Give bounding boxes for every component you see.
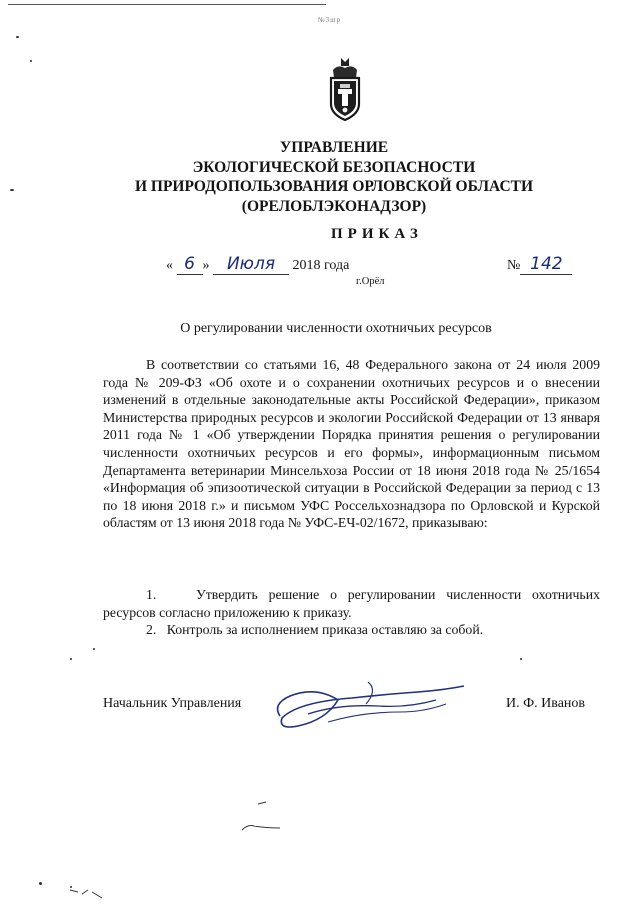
signatory-role: Начальник Управления xyxy=(103,696,242,711)
list-item xyxy=(146,622,483,638)
number-field xyxy=(520,256,572,275)
agency-heading xyxy=(0,138,640,216)
pen-mark xyxy=(236,798,296,838)
item-number: 2. xyxy=(146,622,157,637)
date-month-field xyxy=(213,256,289,275)
date-day: 6 xyxy=(184,254,195,274)
scan-speck xyxy=(520,658,522,660)
item-text: Контроль за исполнением приказа оставляю за собой. xyxy=(166,622,484,637)
number-value: 142 xyxy=(530,254,563,274)
scan-speck xyxy=(70,658,72,660)
top-rule xyxy=(8,4,326,5)
scan-speck xyxy=(93,648,95,650)
item-number: 1. xyxy=(146,587,157,602)
crest-icon xyxy=(326,56,364,122)
scan-speck xyxy=(16,36,19,38)
agency-line: (ОРЕЛОБЛЭКОНАДЗОР) xyxy=(241,197,427,215)
agency-line: УПРАВЛЕНИЕ xyxy=(279,139,389,156)
signatory-name: И. Ф. Иванов xyxy=(506,696,586,711)
date-month: Июля xyxy=(226,254,276,274)
document-type: ПРИКАЗ xyxy=(331,226,423,242)
body-paragraph: В соответствии со статьями 16, 48 Федерального закона от 24 июля 2009 года № 209-ФЗ «Об охоте и о сохранении охотничьих ресурсов и о внесении изменений в отдельные законодательные акты Российской Федерации», приказом Министерства природных ресурсов и экологии Российской Федерации от 13 января 2011 года № 1 «Об утверждении Порядка принятия решения о регулировании численности охотничьих ресурсов и его формы», информационным письмом Департамента ветеринарии Минсельхоза России от 18 июня 2018 года № 25/1654 «Информация об эпизоотической ситуации в Российской Федерации за период с 13 по 18 июня 2018 г.» и письмом УФС Россельхознадзора по Орловской и Курской областям от 13 июня 2018 года № УФС-ЕЧ-02/1672, приказываю: xyxy=(103,357,600,531)
list-item xyxy=(103,586,600,621)
order-subject: О регулировании численности охотничьих ресурсов xyxy=(180,321,492,336)
item-text: Утвердить решение о регулировании численности охотничьих ресурсов согласно приложению к приказу. xyxy=(103,587,600,620)
order-body xyxy=(103,356,600,532)
date-close-quote: » xyxy=(202,258,210,273)
handwritten-signature xyxy=(268,674,468,734)
order-number xyxy=(507,256,572,275)
date-day-field xyxy=(177,256,203,275)
top-mark: №3шр xyxy=(318,16,342,24)
agency-line: И ПРИРОДОПОЛЬЗОВАНИЯ ОРЛОВСКОЙ ОБЛАСТИ xyxy=(134,178,534,196)
date-year: 2018 года xyxy=(292,258,350,273)
date-open-quote: « xyxy=(166,258,173,273)
order-date xyxy=(166,256,349,275)
city: г.Орёл xyxy=(356,276,385,287)
agency-line: ЭКОЛОГИЧЕСКОЙ БЕЗОПАСНОСТИ xyxy=(192,158,476,176)
scan-speck xyxy=(30,60,32,62)
pen-mark xyxy=(62,880,112,902)
scan-speck xyxy=(39,882,42,885)
number-prefix: № xyxy=(507,258,521,273)
